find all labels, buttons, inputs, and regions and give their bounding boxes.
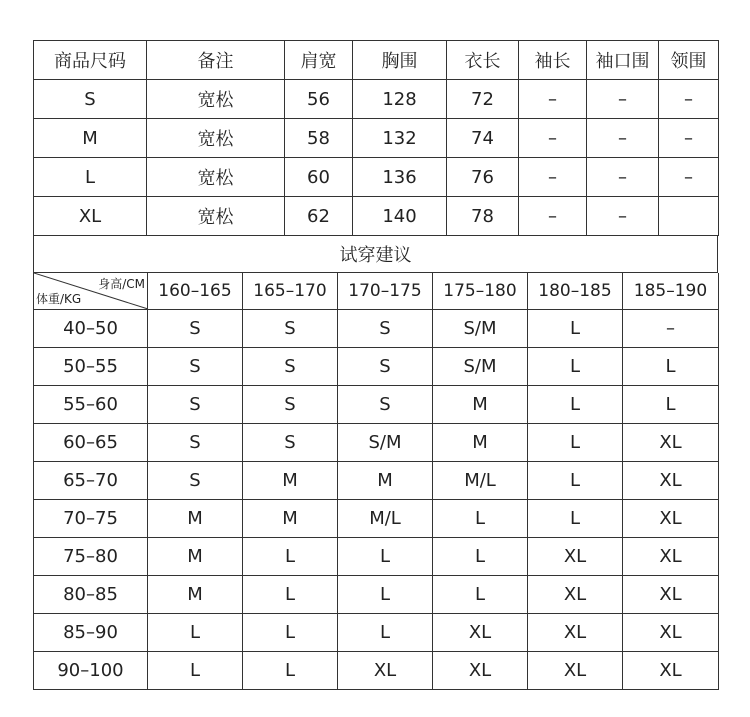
fit-table-row (34, 348, 719, 386)
size-cell: 62 (285, 197, 353, 236)
diagonal-corner-cell (34, 273, 148, 310)
size-table-header-row (34, 41, 719, 80)
recommended-size-cell: S/M (338, 424, 433, 462)
size-cell: 宽松 (147, 197, 285, 236)
size-cell: 78 (447, 197, 519, 236)
fit-table-row (34, 500, 719, 538)
size-cell: 76 (447, 158, 519, 197)
size-header-cell: 商品尺码 (34, 41, 147, 80)
size-header-cell: 衣长 (447, 41, 519, 80)
recommended-size-cell: L (243, 652, 338, 690)
weight-range-cell: 80–85 (34, 576, 148, 614)
size-header-cell: 袖长 (519, 41, 587, 80)
size-cell: 58 (285, 119, 353, 158)
recommended-size-cell: S/M (433, 348, 528, 386)
size-table-row (34, 158, 719, 197)
size-cell: M (34, 119, 147, 158)
recommended-size-cell: S (148, 424, 243, 462)
fit-advice-title-table (33, 236, 718, 273)
fit-table-row (34, 386, 719, 424)
size-header-cell: 备注 (147, 41, 285, 80)
recommended-size-cell: XL (433, 652, 528, 690)
recommended-size-cell: L (338, 576, 433, 614)
size-cell: S (34, 80, 147, 119)
recommended-size-cell: L (243, 538, 338, 576)
fit-table-header-row (34, 273, 719, 310)
height-range-header: 180–185 (528, 273, 623, 310)
recommended-size-cell: S (148, 386, 243, 424)
recommended-size-cell: XL (623, 462, 719, 500)
fit-table-row (34, 462, 719, 500)
height-axis-label: 身高/CM (98, 277, 145, 291)
recommended-size-cell: XL (433, 614, 528, 652)
size-header-cell: 袖口围 (587, 41, 659, 80)
fit-table-row (34, 538, 719, 576)
recommended-size-cell: XL (338, 652, 433, 690)
recommended-size-cell: XL (623, 576, 719, 614)
height-range-header: 160–165 (148, 273, 243, 310)
size-cell: – (587, 80, 659, 119)
size-cell: – (519, 158, 587, 197)
weight-range-cell: 50–55 (34, 348, 148, 386)
fit-table-row (34, 424, 719, 462)
recommended-size-cell: L (338, 614, 433, 652)
size-cell: 140 (353, 197, 447, 236)
weight-range-cell: 55–60 (34, 386, 148, 424)
recommended-size-cell: S (243, 424, 338, 462)
size-header-cell: 领围 (659, 41, 719, 80)
recommended-size-cell: M (148, 576, 243, 614)
size-header-cell: 胸围 (353, 41, 447, 80)
recommended-size-cell: L (338, 538, 433, 576)
weight-range-cell: 65–70 (34, 462, 148, 500)
recommended-size-cell: XL (623, 500, 719, 538)
recommended-size-cell: S (148, 310, 243, 348)
recommended-size-cell: L (623, 348, 719, 386)
recommended-size-cell: L (528, 310, 623, 348)
recommended-size-cell: S (338, 310, 433, 348)
recommended-size-cell: M (148, 538, 243, 576)
size-cell: – (519, 80, 587, 119)
recommended-size-cell: XL (528, 652, 623, 690)
recommended-size-cell: L (528, 348, 623, 386)
size-cell: 60 (285, 158, 353, 197)
size-table-row (34, 80, 719, 119)
size-cell: L (34, 158, 147, 197)
size-cell: 136 (353, 158, 447, 197)
size-cell: – (659, 80, 719, 119)
size-cell: – (659, 119, 719, 158)
recommended-size-cell: L (528, 386, 623, 424)
size-cell: 74 (447, 119, 519, 158)
recommended-size-cell: L (243, 576, 338, 614)
fit-table-row (34, 614, 719, 652)
recommended-size-cell: L (528, 424, 623, 462)
recommended-size-cell: S (243, 348, 338, 386)
weight-range-cell: 70–75 (34, 500, 148, 538)
recommended-size-cell: L (148, 652, 243, 690)
recommended-size-cell: XL (528, 576, 623, 614)
recommended-size-cell: S (243, 310, 338, 348)
recommended-size-cell: M/L (338, 500, 433, 538)
garment-size-table (33, 40, 719, 236)
fit-advice-title: 试穿建议 (34, 236, 718, 273)
fit-advice-table (33, 273, 719, 690)
recommended-size-cell: L (243, 614, 338, 652)
recommended-size-cell: S (243, 386, 338, 424)
recommended-size-cell: L (433, 538, 528, 576)
recommended-size-cell: L (528, 462, 623, 500)
recommended-size-cell: M (243, 500, 338, 538)
recommended-size-cell: XL (623, 614, 719, 652)
size-cell: – (519, 197, 587, 236)
height-range-header: 185–190 (623, 273, 719, 310)
size-cell: 128 (353, 80, 447, 119)
size-cell (659, 197, 719, 236)
recommended-size-cell: S/M (433, 310, 528, 348)
weight-axis-label: 体重/KG (36, 292, 82, 306)
height-range-header: 170–175 (338, 273, 433, 310)
size-cell: – (587, 119, 659, 158)
recommended-size-cell: M (338, 462, 433, 500)
size-cell: 宽松 (147, 158, 285, 197)
recommended-size-cell: L (528, 500, 623, 538)
weight-range-cell: 40–50 (34, 310, 148, 348)
size-cell: 72 (447, 80, 519, 119)
size-cell: 132 (353, 119, 447, 158)
size-cell: – (587, 158, 659, 197)
recommended-size-cell: S (338, 348, 433, 386)
recommended-size-cell: S (148, 348, 243, 386)
weight-range-cell: 60–65 (34, 424, 148, 462)
height-range-header: 165–170 (243, 273, 338, 310)
size-cell: 宽松 (147, 119, 285, 158)
size-cell: – (659, 158, 719, 197)
fit-table-row (34, 576, 719, 614)
fit-table-row (34, 652, 719, 690)
recommended-size-cell: XL (623, 538, 719, 576)
size-cell: – (587, 197, 659, 236)
recommended-size-cell: M (243, 462, 338, 500)
recommended-size-cell: – (623, 310, 719, 348)
size-cell: 56 (285, 80, 353, 119)
size-header-cell: 肩宽 (285, 41, 353, 80)
fit-table-row (34, 310, 719, 348)
recommended-size-cell: L (148, 614, 243, 652)
recommended-size-cell: L (433, 500, 528, 538)
recommended-size-cell: M/L (433, 462, 528, 500)
recommended-size-cell: M (148, 500, 243, 538)
recommended-size-cell: XL (623, 652, 719, 690)
size-cell: XL (34, 197, 147, 236)
recommended-size-cell: XL (623, 424, 719, 462)
recommended-size-cell: XL (528, 614, 623, 652)
recommended-size-cell: L (623, 386, 719, 424)
size-cell: – (519, 119, 587, 158)
recommended-size-cell: S (338, 386, 433, 424)
size-cell: 宽松 (147, 80, 285, 119)
recommended-size-cell: XL (528, 538, 623, 576)
weight-range-cell: 85–90 (34, 614, 148, 652)
recommended-size-cell: M (433, 386, 528, 424)
size-table-row (34, 197, 719, 236)
recommended-size-cell: L (433, 576, 528, 614)
recommended-size-cell: S (148, 462, 243, 500)
height-range-header: 175–180 (433, 273, 528, 310)
size-chart (33, 40, 718, 690)
recommended-size-cell: M (433, 424, 528, 462)
weight-range-cell: 75–80 (34, 538, 148, 576)
size-table-row (34, 119, 719, 158)
weight-range-cell: 90–100 (34, 652, 148, 690)
